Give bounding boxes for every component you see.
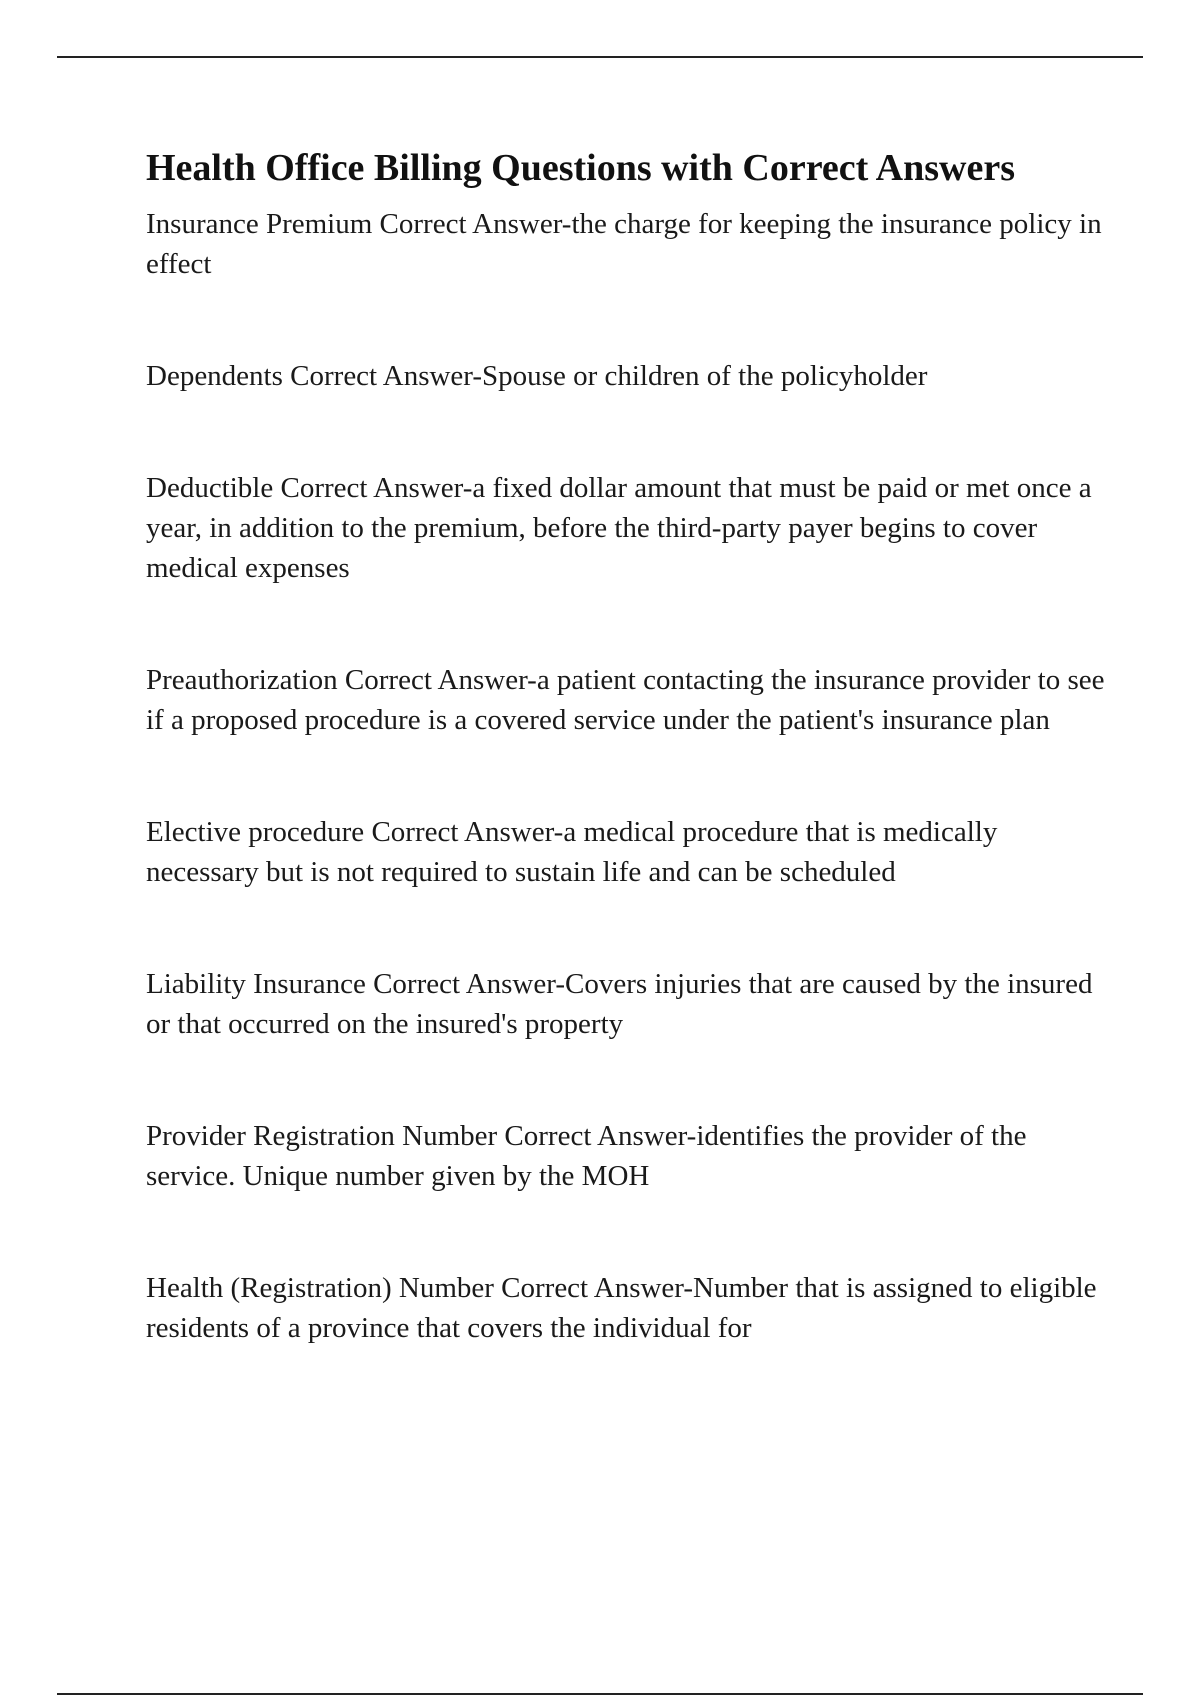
list-item — [146, 964, 1106, 1044]
entry-definition: Spouse or children of the policyholder — [482, 360, 928, 392]
entry-connector: Correct Answer- — [371, 816, 564, 848]
entry-connector: Correct Answer- — [501, 1272, 694, 1304]
entry-term: Liability Insurance — [146, 968, 366, 1000]
entry-connector: Correct Answer- — [379, 208, 572, 240]
page-title: Health Office Billing Questions with Correct Answers — [146, 147, 1016, 189]
list-item — [146, 356, 1106, 396]
entry-definition: a medical procedure that is medically necessary but is not required to sustain life and can be scheduled — [146, 816, 998, 888]
entry-definition: a fixed dollar amount that must be paid or met once a year, in addition to the premium, before the third-party payer begins to cover medical expenses — [146, 472, 1092, 584]
list-item — [146, 660, 1106, 740]
entry-connector: Correct Answer- — [290, 360, 483, 392]
bottom-rule — [57, 1693, 1143, 1695]
entry-connector: Correct Answer- — [280, 472, 473, 504]
page-content — [146, 142, 1106, 1348]
entry-term: Elective procedure — [146, 816, 365, 848]
entry-connector: Correct Answer- — [504, 1120, 697, 1152]
list-item — [146, 812, 1106, 892]
entry-definition: Covers injuries that are caused by the insured or that occurred on the insured's property — [146, 968, 1093, 1040]
list-item — [146, 204, 1106, 284]
entry-term: Insurance Premium — [146, 208, 373, 240]
list-item — [146, 1116, 1106, 1196]
entry-definition: a patient contacting the insurance provider to see if a proposed procedure is a covered service under the patient's insurance plan — [146, 664, 1105, 736]
entry-term: Provider Registration Number — [146, 1120, 498, 1152]
entry-definition: identifies the provider of the service. Unique number given by the MOH — [146, 1120, 1027, 1192]
entry-connector: Correct Answer- — [344, 664, 537, 696]
entry-connector: Correct Answer- — [373, 968, 565, 1000]
entry-term: Preauthorization — [146, 664, 338, 696]
entry-definition: the charge for keeping the insurance policy in effect — [146, 208, 1102, 280]
top-rule — [57, 56, 1143, 58]
list-item — [146, 468, 1106, 588]
list-item — [146, 1268, 1106, 1348]
entry-term: Deductible — [146, 472, 274, 504]
entry-term: Dependents — [146, 360, 283, 392]
entry-term: Health (Registration) Number — [146, 1272, 494, 1304]
entry-definition: Number that is assigned to eligible residents of a province that covers the individual for — [146, 1272, 1097, 1344]
entry-list — [146, 204, 1106, 1348]
